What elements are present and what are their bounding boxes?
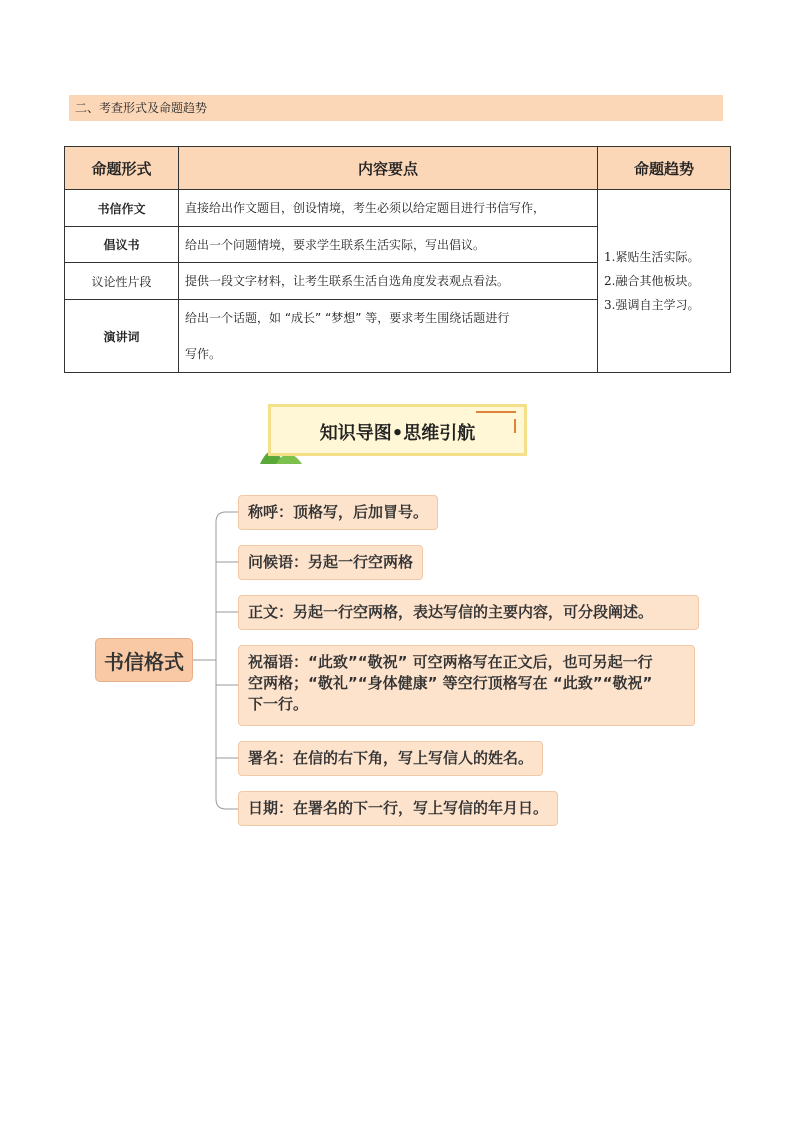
- closing-line: 祝福语：“此致”“敬祝” 可空两格写在正文后，也可另起一行: [248, 653, 653, 671]
- section-title: 二、考查形式及命题趋势: [69, 95, 723, 121]
- form-cell: 议论性片段: [65, 263, 179, 300]
- mindmap-node-body: 正文：另起一行空两格，表达写信的主要内容，可分段阐述。: [238, 595, 699, 630]
- header-trend: 命题趋势: [598, 147, 731, 190]
- mindmap-node-signature: 署名：在信的右下角，写上写信人的姓名。: [238, 741, 543, 776]
- form-cell: 演讲词: [65, 300, 179, 373]
- mindmap-root: 书信格式: [95, 638, 193, 682]
- mindmap-node-salutation: 称呼：顶格写，后加冒号。: [238, 495, 438, 530]
- closing-line: 下一行。: [248, 695, 309, 713]
- banner-accent-line: [476, 411, 516, 413]
- content-cell: 提供一段文字材料，让考生联系生活自选角度发表观点看法。: [179, 263, 598, 300]
- trend-item: 2.融合其他板块。: [604, 274, 700, 288]
- content-cell: 给出一个问题情境，要求学生联系生活实际，写出倡议。: [179, 227, 598, 263]
- exam-form-table: [64, 146, 731, 373]
- mindmap-node-greeting: 问候语：另起一行空两格: [238, 545, 423, 580]
- trend-cell: [598, 190, 731, 373]
- mindmap-node-date: 日期：在署名的下一行，写上写信的年月日。: [238, 791, 558, 826]
- content-line: 给出一个话题，如 “成长” “梦想” 等，要求考生围绕话题进行: [185, 311, 510, 325]
- closing-line: 空两格；“敬礼”“身体健康” 等空行顶格写在 “此致”“敬祝”: [248, 674, 653, 692]
- form-cell: 倡议书: [65, 227, 179, 263]
- header-content: 内容要点: [179, 147, 598, 190]
- content-cell: 直接给出作文题目，创设情境，考生必须以给定题目进行书信写作，: [179, 190, 598, 227]
- table-row: [65, 190, 731, 227]
- table-header-row: [65, 147, 731, 190]
- mindmap-node-closing: [238, 645, 695, 726]
- header-form: 命题形式: [65, 147, 179, 190]
- content-line: 写作。: [185, 347, 222, 361]
- knowledge-map-banner: [268, 404, 527, 456]
- content-cell: [179, 300, 598, 373]
- banner-title: 知识导图•思维引航: [319, 423, 476, 444]
- form-cell: 书信作文: [65, 190, 179, 227]
- trend-item: 3.强调自主学习。: [604, 298, 700, 312]
- trend-item: 1.紧贴生活实际。: [604, 250, 700, 264]
